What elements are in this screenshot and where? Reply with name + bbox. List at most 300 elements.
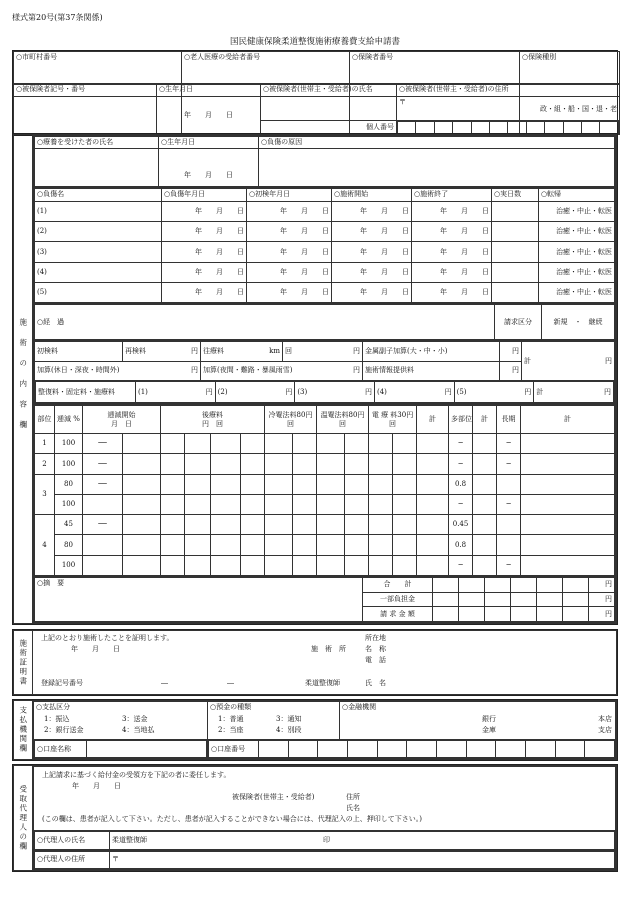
cell[interactable]: [393, 515, 417, 535]
treat-end-date[interactable]: 年 月 日: [412, 262, 492, 282]
acct-digit[interactable]: [347, 741, 377, 758]
deposit-option-2[interactable]: 2：当座: [218, 726, 244, 734]
seal-label: 印: [323, 835, 330, 844]
cell[interactable]: [345, 555, 369, 575]
cell[interactable]: [473, 535, 497, 555]
fees-total[interactable]: [522, 342, 615, 381]
injury-date[interactable]: 年 月 日: [162, 202, 247, 222]
branch-label: 支店: [598, 726, 612, 734]
cell[interactable]: [265, 555, 293, 575]
first-exam-date[interactable]: 年 月 日: [247, 282, 332, 302]
cell[interactable]: [265, 434, 293, 454]
detail-row: [35, 535, 615, 555]
yen-unit: 円: [500, 342, 522, 362]
cell[interactable]: [393, 474, 417, 494]
yen-unit: 円: [191, 346, 198, 355]
cell[interactable]: [241, 454, 265, 474]
days-field[interactable]: [492, 282, 539, 302]
agent-name-field-label: ○代理人の氏名: [35, 832, 110, 850]
cold-header: 冷罨法料80円: [268, 410, 313, 419]
deposit-option-1[interactable]: 1：普通: [218, 715, 244, 723]
metal-label: 金属副子加算(大・中・小): [363, 342, 500, 362]
detail-row: [35, 454, 615, 474]
cause-field[interactable]: [259, 149, 615, 187]
detail-table: [34, 405, 615, 576]
part-no: 2: [35, 454, 55, 474]
cell[interactable]: [369, 494, 393, 514]
ins-type-label: ○保険種別: [520, 52, 620, 85]
total-label: 計: [536, 387, 544, 396]
cell[interactable]: [293, 555, 317, 575]
detail-row: [35, 515, 615, 535]
cell[interactable]: [265, 474, 293, 494]
acct-digit[interactable]: [377, 741, 407, 758]
municipality-label: ○市町村番号: [14, 52, 182, 85]
cell[interactable]: [563, 578, 589, 593]
add2-label: 加算(夜間・難路・暴風雨雪): [203, 366, 293, 375]
cell[interactable]: [241, 434, 265, 454]
cell[interactable]: [459, 607, 485, 622]
info-fee-label: 施術情報提供料: [363, 361, 500, 381]
cell[interactable]: [317, 474, 345, 494]
cell[interactable]: [185, 434, 211, 454]
patient-name-field[interactable]: [35, 149, 159, 187]
cell[interactable]: [417, 454, 449, 474]
treat-end-date[interactable]: 年 月 日: [412, 222, 492, 242]
first-exam-date[interactable]: 年 月 日: [247, 202, 332, 222]
part-no: 3: [35, 474, 55, 515]
cell[interactable]: [537, 578, 563, 593]
cell[interactable]: [459, 592, 485, 607]
cell[interactable]: [211, 515, 241, 535]
claim-class-label: 請求区分: [495, 305, 542, 340]
cell[interactable]: [265, 515, 293, 535]
times-unit: 回: [216, 419, 223, 428]
times-unit: 回: [285, 346, 292, 355]
cell[interactable]: [393, 555, 417, 575]
cell[interactable]: [369, 515, 393, 535]
injury-name-header: ○負傷名: [35, 189, 162, 202]
bank-label: 銀行: [482, 715, 496, 723]
multi-value: 0.8: [449, 535, 473, 555]
cell[interactable]: [211, 555, 241, 575]
cell[interactable]: [473, 555, 497, 575]
treat-start-date[interactable]: 年 月 日: [332, 242, 412, 262]
cell[interactable]: [317, 434, 345, 454]
cell[interactable]: [241, 555, 265, 575]
multi-header: 多部位: [449, 406, 473, 434]
cell[interactable]: [473, 434, 497, 454]
days-field[interactable]: [492, 242, 539, 262]
insured-no-label: ○被保険者記号・番号: [14, 84, 157, 97]
treat-start-date[interactable]: 年 月 日: [332, 222, 412, 242]
head-office-label: 本店: [598, 715, 612, 723]
cell[interactable]: [369, 454, 393, 474]
multi-value: 0.8: [449, 474, 473, 494]
injury-row: [35, 242, 615, 262]
detail-row: [35, 555, 615, 575]
first-exam-date[interactable]: 年 月 日: [247, 242, 332, 262]
birth-label: ○生年月日: [157, 84, 261, 97]
cell[interactable]: [511, 592, 537, 607]
cell[interactable]: [417, 515, 449, 535]
cell[interactable]: [185, 454, 211, 474]
agent-addr-label: 住所: [346, 793, 360, 801]
cell[interactable]: [123, 515, 161, 535]
cell[interactable]: [293, 454, 317, 474]
cell[interactable]: [241, 535, 265, 555]
cell[interactable]: [345, 474, 369, 494]
elec-header: 電 療 料30円: [371, 410, 414, 419]
holder-name-field[interactable]: [261, 97, 397, 121]
outcome-options[interactable]: 治癒・中止・転医: [539, 202, 615, 222]
cell[interactable]: [161, 535, 185, 555]
long-value: [497, 474, 521, 494]
km-unit: km: [269, 346, 280, 355]
cell[interactable]: [417, 555, 449, 575]
claim-class-options[interactable]: 新規 ・ 継続: [542, 305, 615, 340]
start-date: ──: [83, 474, 123, 494]
cell[interactable]: [123, 535, 161, 555]
rate: 80: [55, 474, 83, 494]
cell[interactable]: [473, 474, 497, 494]
start-header: 逓減開始: [107, 410, 136, 419]
cell[interactable]: [521, 494, 615, 514]
ins-type-options[interactable]: 政・組・船・国・退・老: [520, 84, 620, 134]
treatment-section: [12, 133, 618, 625]
treat-end-date[interactable]: 年 月 日: [412, 242, 492, 262]
long-value: [497, 515, 521, 535]
outcome-options[interactable]: 治癒・中止・転医: [539, 282, 615, 302]
cell[interactable]: [473, 454, 497, 474]
person-label: 氏 名: [365, 679, 386, 687]
rate: 45: [55, 515, 83, 535]
p3-label: (3): [297, 387, 308, 396]
cell[interactable]: [161, 555, 185, 575]
cell[interactable]: [417, 474, 449, 494]
cell[interactable]: [369, 434, 393, 454]
md-header: 月 日: [111, 419, 132, 428]
p2-label: (2): [217, 387, 228, 396]
pay-option-4[interactable]: 4：当地払: [122, 726, 155, 734]
yen-unit: 円: [604, 387, 611, 396]
sum-header: 計: [481, 415, 489, 424]
acct-no-label: ○口座番号: [209, 741, 259, 758]
rate: 100: [55, 494, 83, 514]
acct-digit[interactable]: [496, 741, 526, 758]
treat-start-date[interactable]: 年 月 日: [332, 202, 412, 222]
cell[interactable]: [393, 535, 417, 555]
cell[interactable]: [185, 555, 211, 575]
multi-value: ─: [449, 494, 473, 514]
long-value: ─: [497, 454, 521, 474]
acct-name-label: ○口座名称: [35, 741, 87, 758]
deposit-option-3[interactable]: 3：通知: [276, 715, 302, 723]
p5-label: (5): [456, 387, 467, 396]
cell[interactable]: [161, 434, 185, 454]
days-field[interactable]: [492, 202, 539, 222]
cell[interactable]: [537, 592, 563, 607]
agent-date[interactable]: 年 月 日: [72, 782, 121, 790]
cell[interactable]: [485, 607, 511, 622]
acct-digit[interactable]: [525, 741, 555, 758]
initial-fee-label: 初検料: [35, 342, 123, 362]
cell[interactable]: [265, 535, 293, 555]
yen-unit: 円: [524, 387, 532, 396]
clinic-name-label: 名 称: [365, 645, 386, 653]
agent-addr-field[interactable]: 〒: [110, 851, 615, 869]
cell[interactable]: [393, 434, 417, 454]
payment-section: [12, 699, 618, 761]
acct-digit[interactable]: [407, 741, 437, 758]
cell[interactable]: [123, 494, 161, 514]
acct-digit[interactable]: [436, 741, 466, 758]
times-unit: 回: [389, 419, 397, 428]
cell[interactable]: [123, 434, 161, 454]
rate: 100: [55, 454, 83, 474]
cell[interactable]: [345, 454, 369, 474]
cell[interactable]: [265, 454, 293, 474]
cell[interactable]: [211, 494, 241, 514]
cell[interactable]: [241, 515, 265, 535]
cell[interactable]: [123, 454, 161, 474]
cell[interactable]: [293, 434, 317, 454]
cell[interactable]: [317, 454, 345, 474]
acct-digit[interactable]: [288, 741, 318, 758]
patient-birth-label: ○生年月日: [159, 137, 259, 149]
insured-no-field[interactable]: [14, 97, 157, 135]
cell[interactable]: [317, 555, 345, 575]
cell[interactable]: [211, 474, 241, 494]
start-date: ──: [83, 434, 123, 454]
cell[interactable]: [369, 555, 393, 575]
cell[interactable]: [369, 535, 393, 555]
visit-fee-label: 往療料: [203, 346, 224, 355]
outcome-options[interactable]: 治癒・中止・転医: [539, 262, 615, 282]
multi-value: ─: [449, 434, 473, 454]
cert-date[interactable]: 年 月 日: [71, 645, 120, 653]
cell[interactable]: [161, 494, 185, 514]
times-unit: 回: [339, 419, 347, 428]
birth-date[interactable]: 年 月 日: [157, 97, 261, 135]
acct-digit[interactable]: [585, 741, 615, 758]
start-date: ──: [83, 454, 123, 474]
form-title: 国民健康保険柔道整復施術療養費支給申請書: [229, 37, 400, 47]
cell[interactable]: [417, 434, 449, 454]
warm-header: 温罨法料80円: [320, 410, 365, 419]
cell[interactable]: [161, 474, 185, 494]
cell[interactable]: [317, 535, 345, 555]
days-field[interactable]: [492, 262, 539, 282]
yen-unit: 円: [353, 366, 360, 375]
cell[interactable]: [345, 494, 369, 514]
cell[interactable]: [241, 474, 265, 494]
cell[interactable]: [511, 607, 537, 622]
cell[interactable]: [265, 494, 293, 514]
injury-date[interactable]: 年 月 日: [162, 262, 247, 282]
cell[interactable]: [433, 592, 459, 607]
cell[interactable]: [317, 494, 345, 514]
cell[interactable]: [185, 515, 211, 535]
acct-digit[interactable]: [466, 741, 496, 758]
cell[interactable]: [473, 515, 497, 535]
cell[interactable]: [393, 494, 417, 514]
cell[interactable]: [563, 607, 589, 622]
outcome-options[interactable]: 治癒・中止・転医: [539, 222, 615, 242]
long-value: ─: [497, 494, 521, 514]
treat-end-date[interactable]: 年 月 日: [412, 202, 492, 222]
deposit-option-4[interactable]: 4：別段: [276, 726, 302, 734]
yen-unit: 円: [205, 387, 213, 396]
injury-date[interactable]: 年 月 日: [162, 222, 247, 242]
p1-label: (1): [138, 387, 148, 396]
cell[interactable]: [211, 535, 241, 555]
patient-birth-date[interactable]: 年 月 日: [159, 149, 259, 187]
agent-name-label: 氏名: [346, 804, 360, 812]
pay-option-1[interactable]: 1：振込: [44, 715, 70, 723]
days-field[interactable]: [492, 222, 539, 242]
cell[interactable]: [433, 578, 459, 593]
cell[interactable]: [485, 578, 511, 593]
treat-start-header: ○施術開始: [332, 189, 412, 202]
cell[interactable]: [185, 494, 211, 514]
cell[interactable]: [521, 555, 615, 575]
cell[interactable]: [369, 474, 393, 494]
cell[interactable]: [293, 515, 317, 535]
injury-date[interactable]: 年 月 日: [162, 242, 247, 262]
cell[interactable]: [293, 494, 317, 514]
injury-row: [35, 262, 615, 282]
acct-digit[interactable]: [555, 741, 585, 758]
cell[interactable]: [417, 494, 449, 514]
yen-unit: 円: [589, 607, 615, 622]
clinic-label: 施 術 所: [311, 645, 346, 653]
fin-inst-label: ○金融機関: [342, 703, 377, 711]
reexam-fee-label: 再検料: [125, 346, 146, 355]
yen-unit: 円: [605, 356, 612, 365]
cell[interactable]: [417, 535, 449, 555]
personal-no-label: 個人番号: [261, 121, 397, 135]
acct-digit[interactable]: [318, 741, 348, 758]
treat-start-date[interactable]: 年 月 日: [332, 262, 412, 282]
long-value: ─: [497, 555, 521, 575]
cell[interactable]: [459, 578, 485, 593]
yen-unit: 円: [589, 578, 615, 593]
first-exam-header: ○初検年月日: [247, 189, 332, 202]
rate: 80: [55, 535, 83, 555]
agent-holder-label: 被保険者(世帯主・受給者): [232, 793, 315, 801]
cell[interactable]: [211, 454, 241, 474]
cell[interactable]: [123, 555, 161, 575]
injury-no: (5): [35, 282, 162, 302]
injury-no: (3): [35, 242, 162, 262]
cell[interactable]: [345, 535, 369, 555]
cell[interactable]: [537, 607, 563, 622]
yen-unit: 円: [285, 387, 293, 396]
treat-end-date[interactable]: 年 月 日: [412, 282, 492, 302]
postal-field[interactable]: 〒: [397, 97, 620, 121]
start-date: [83, 555, 123, 575]
cell[interactable]: [161, 515, 185, 535]
long-header: 長期: [497, 406, 521, 434]
cell[interactable]: [563, 592, 589, 607]
cell[interactable]: [521, 454, 615, 474]
injury-date[interactable]: 年 月 日: [162, 282, 247, 302]
copay-label: 一部負担金: [363, 592, 433, 607]
part-no: 1: [35, 434, 55, 454]
cell[interactable]: [123, 474, 161, 494]
elderly-label: ○老人医療の受給者番号: [182, 52, 350, 85]
cell[interactable]: [241, 494, 265, 514]
patient-name-label: ○療養を受けた者の氏名: [35, 137, 159, 149]
cell[interactable]: [521, 474, 615, 494]
total-label: 計: [524, 356, 531, 365]
holder-name-label: ○被保険者(世帯主・受給者)の氏名: [261, 84, 397, 97]
pay-option-2[interactable]: 2：銀行送金: [44, 726, 84, 734]
agent-name-field[interactable]: [110, 832, 615, 850]
cell[interactable]: [473, 494, 497, 514]
cell[interactable]: [433, 607, 459, 622]
holder-addr-label: ○被保険者(世帯主・受給者)の住所: [397, 84, 620, 97]
cell[interactable]: [345, 515, 369, 535]
cell[interactable]: [521, 535, 615, 555]
cell[interactable]: [345, 434, 369, 454]
first-exam-date[interactable]: 年 月 日: [247, 222, 332, 242]
cell[interactable]: [393, 454, 417, 474]
memo-label: ○摘 要: [35, 578, 363, 622]
agent-text: 上記請求に基づく給付金の受領方を下記の者に委任します。: [42, 771, 231, 779]
cell[interactable]: [211, 434, 241, 454]
cell[interactable]: [293, 535, 317, 555]
agent-side-label: 受取代理人の欄: [14, 766, 33, 871]
deposit-label: ○預金の種類: [210, 703, 252, 711]
multi-value: 0.45: [449, 515, 473, 535]
acct-digit[interactable]: [259, 741, 289, 758]
pay-kind-label: ○支払区分: [36, 703, 71, 711]
cell[interactable]: [511, 578, 537, 593]
yen-unit: 円: [191, 366, 198, 375]
acct-name-field[interactable]: [87, 741, 207, 758]
total-row-label: 合 計: [363, 578, 433, 593]
cell[interactable]: [521, 434, 615, 454]
form-number: 様式第20号(第37条関係): [12, 13, 103, 22]
agent-section: [12, 764, 618, 872]
start-date: ──: [83, 515, 123, 535]
clinic-tel-label: 電 話: [365, 656, 386, 664]
cell[interactable]: [485, 592, 511, 607]
treatment-side-label: 施術の内容欄: [14, 135, 33, 624]
pay-option-3[interactable]: 3：送金: [122, 715, 148, 723]
cell[interactable]: [317, 515, 345, 535]
injury-no: (1): [35, 202, 162, 222]
cell[interactable]: [293, 474, 317, 494]
first-exam-date[interactable]: 年 月 日: [247, 262, 332, 282]
cell[interactable]: [185, 474, 211, 494]
cell[interactable]: [521, 515, 615, 535]
coop-label: 金庫: [482, 726, 496, 734]
yen-unit: 円: [353, 346, 360, 355]
cell[interactable]: [185, 535, 211, 555]
injury-no: (2): [35, 222, 162, 242]
yen-unit: 円: [589, 592, 615, 607]
cell[interactable]: [161, 454, 185, 474]
treat-start-date[interactable]: 年 月 日: [332, 282, 412, 302]
yen-unit: 円: [364, 387, 372, 396]
long-value: [497, 535, 521, 555]
outcome-options[interactable]: 治癒・中止・転医: [539, 242, 615, 262]
treat-end-header: ○施術終了: [412, 189, 492, 202]
injury-no: (4): [35, 262, 162, 282]
